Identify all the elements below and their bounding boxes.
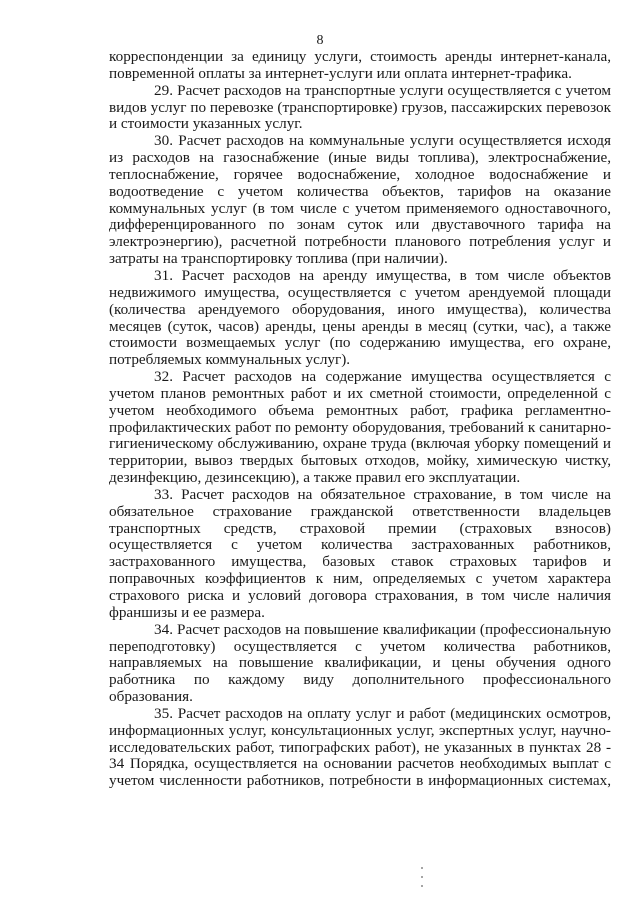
text-line: поправочных коэффициентов к ним, определяемых с учетом характера	[109, 570, 611, 588]
text-line: обязательное страхование гражданской ответственности владельцев	[109, 502, 611, 520]
text-line: 33. Расчет расходов на обязательное страхование, в том числе на	[154, 485, 611, 503]
text-line: месяцев (суток, часов) аренды, цены аренды в месяц (сутки, час), а также	[109, 317, 611, 335]
text-line: 34. Расчет расходов на повышение квалификации (профессиональную	[154, 620, 611, 638]
text-line: 30. Расчет расходов на коммунальные услуги осуществляется исходя	[154, 132, 611, 150]
text-line: электроэнергию), расчетной потребности планового потребления услуг и	[109, 233, 611, 251]
text-line: учетом численности работников, потребности в информационных системах,	[109, 772, 611, 790]
text-line: теплоснабжение, горячее водоснабжение, холодное водоснабжение и	[109, 165, 611, 183]
text-line: 32. Расчет расходов на содержание имущества осуществляется с	[154, 368, 611, 386]
paragraph-35	[109, 706, 611, 790]
scan-speck	[421, 885, 423, 887]
text-line: затраты на транспортировку топлива (при наличии).	[109, 250, 448, 268]
text-line: переподготовку) осуществляется с учетом количества работников,	[109, 637, 611, 655]
text-line: территории, вывоз твердых бытовых отходов, мойку, химическую чистку,	[109, 452, 611, 470]
text-line: 31. Расчет расходов на аренду имущества, в том числе объектов	[154, 266, 611, 284]
text-line: 29. Расчет расходов на транспортные услуги осуществляется с учетом	[154, 81, 611, 99]
text-line: дифференцированного по зонам суток или двуставочного тарифа на	[109, 216, 611, 234]
paragraph-34	[109, 622, 611, 706]
text-line: дезинфекцию, дезинсекцию), а также правил его эксплуатации.	[109, 469, 521, 487]
text-line: образования.	[109, 688, 193, 706]
text-line: недвижимого имущества, осуществляется с учетом арендуемой площади	[109, 283, 611, 301]
text-line: гигиеническому обслуживанию, охране труда (включая уборку помещений и	[109, 435, 611, 453]
text-line: учетом планов ремонтных работ и их сметной стоимости, определенной с	[109, 384, 611, 402]
text-line: учетом необходимого объема ремонтных работ, графика регламентно-	[109, 401, 611, 419]
paragraph-continuation	[109, 49, 611, 83]
text-line: осуществляется с учетом количества застрахованных работников,	[109, 536, 611, 554]
text-line: франшизы и ее размера.	[109, 603, 265, 621]
text-line: исследовательских работ, типографских работ), не указанных в пунктах 28 -	[109, 738, 611, 756]
text-line: работника по каждому виду дополнительного профессионального	[109, 671, 611, 689]
text-line: коммунальных услуг (в том числе с учетом применяемого одноставочного,	[109, 199, 611, 217]
text-line: (количества арендуемого оборудования, иного имущества), количества	[109, 300, 611, 318]
text-line: 34 Порядка, осуществляется на основании расчетов необходимых выплат с	[109, 755, 611, 773]
text-line: потребляемых коммунальных услуг).	[109, 351, 351, 369]
scan-speck	[421, 876, 423, 878]
paragraph-33	[109, 487, 611, 622]
text-line: видов услуг по перевозке (транспортировке) грузов, пассажирских перевозок	[109, 98, 611, 116]
text-line: информационных услуг, консультационных услуг, экспертных услуг, научно-	[109, 721, 611, 739]
text-line: 35. Расчет расходов на оплату услуг и работ (медицинских осмотров,	[154, 704, 611, 722]
text-line: стоимости возмещаемых услуг (по содержанию имущества, его охране,	[109, 334, 611, 352]
paragraph-32	[109, 369, 611, 487]
text-line: и стоимости указанных услуг.	[109, 115, 303, 133]
text-line: направляемых на повышение квалификации, и цены обучения одного	[109, 654, 611, 672]
text-line: корреспонденции за единицу услуги, стоимость аренды интернет-канала,	[109, 48, 611, 65]
text-line: страхового риска и условий договора страхования, в том числе наличия	[109, 587, 611, 604]
text-line: профилактических работ по ремонту оборудования, требований к санитарно-	[109, 418, 611, 436]
paragraph-31	[109, 268, 611, 369]
document-body	[109, 49, 611, 790]
page-number: 8	[316, 33, 324, 48]
text-line: повременной оплаты за интернет-услуги или оплата интернет-трафика.	[109, 64, 572, 82]
text-line: транспортных средств, страховой премии (страховых взносов)	[109, 519, 611, 537]
text-line: из расходов на газоснабжение (иные виды топлива), электроснабжение,	[109, 149, 611, 167]
text-line: водоотведение с учетом количества объектов, тарифов на оказание	[109, 182, 611, 200]
text-line: застрахованного имущества, базовых ставок страховых тарифов и	[109, 553, 611, 571]
scan-speck	[421, 867, 423, 869]
paragraph-30	[109, 133, 611, 268]
paragraph-29	[109, 83, 611, 134]
